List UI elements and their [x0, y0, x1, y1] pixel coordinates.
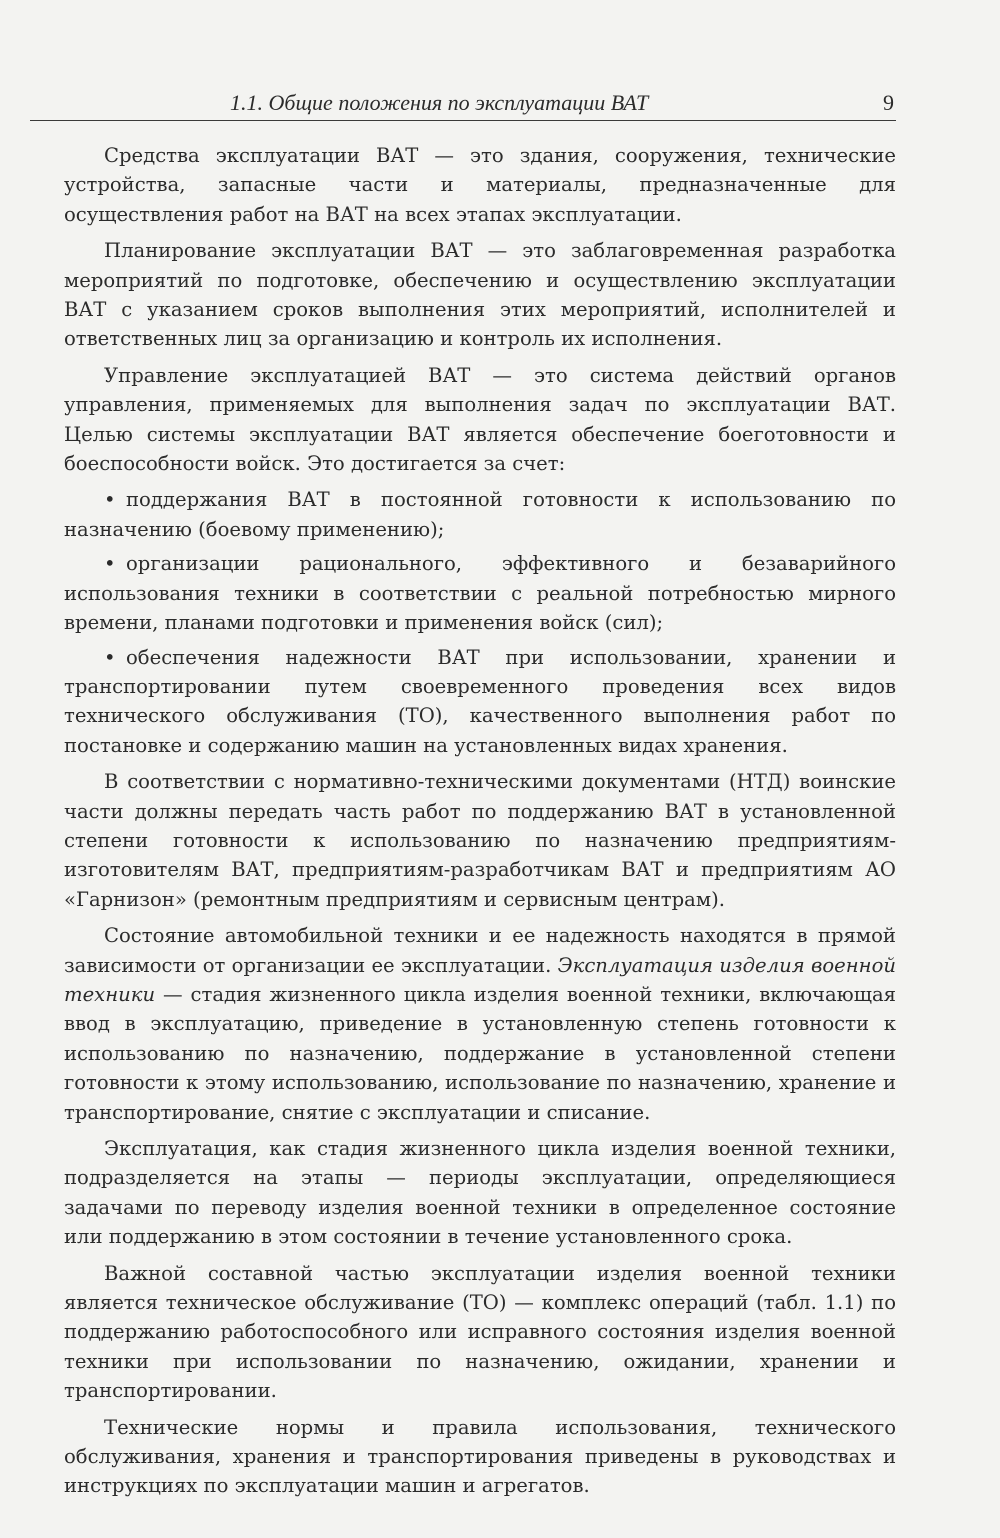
paragraph-operation-stages: Эксплуатация, как стадия жизненного цикла изделия военной техники, подразделяется на этапы — периоды эксплуатации, определяющиеся задачами по переводу изделия военной техники в определенное состояние или поддержанию в этом состоянии в течение установленного срока. [64, 1137, 896, 1249]
paragraph-operation-planning: Планирование эксплуатации ВАТ — это заблаговременная разработка мероприятий по подготовке, обеспечению и осуществлению эксплуатации ВАТ с указанием сроков выполнения этих мероприятий, исполнителей и ответственных лиц за организацию и контроль их исполнения. [64, 239, 896, 351]
list-item [64, 549, 896, 637]
list-item-text: обеспечения надежности ВАТ при использовании, хранении и транспортировании путем своевременного проведения всех видов технического обслуживания (ТО), качественного выполнения работ по постановке и содержанию машин на установленных видах хранения. [64, 645, 896, 757]
page-content [30, 88, 896, 1508]
list-item-text: поддержания ВАТ в постоянной готовности к использованию по назначению (боевому применению); [64, 488, 896, 541]
bullet-list [64, 485, 896, 760]
page-number: 9 [883, 90, 894, 115]
paragraph-operation-means: Средства эксплуатации ВАТ — это здания, сооружения, технические устройства, запасные части и материалы, предназначенные для осуществления работ на ВАТ на всех этапах эксплуатации. [64, 144, 896, 226]
bullet-icon: • [104, 552, 116, 576]
paragraph-operation-management: Управление эксплуатацией ВАТ — это система действий органов управления, применяемых для выполнения задач по эксплуатации ВАТ. Целью системы эксплуатации ВАТ является обеспечение боеготовности и боеспособности войск. Это достигается за счет: [64, 363, 896, 476]
paragraph-operation-definition [64, 921, 896, 1127]
bullet-icon: • [104, 645, 116, 669]
running-header [30, 88, 896, 121]
paragraph-text-start: Состояние автомобильной техники и ее надежность находятся в прямой зависимости от организации ее эксплуатации. [64, 924, 896, 977]
list-item [64, 485, 896, 544]
paragraph-text-end: — стадия жизненного цикла изделия военной техники, включающая ввод в эксплуатацию, приведение в установленную степень готовности к использованию по назначению, поддержание в установленной степени готовности к этому использованию, использование по назначению, хранение и транспортирование, снятие с эксплуатации и списание. [64, 982, 896, 1124]
list-item-text: организации рационального, эффективного и безаварийного использования техники в соответствии с реальной потребностью мирного времени, планами подготовки и применения войск (сил); [64, 552, 896, 635]
paragraph-technical-norms: Технические нормы и правила использования, технического обслуживания, хранения и транспортирования приведены в руководствах и инструкциях по эксплуатации машин и агрегатов. [64, 1415, 896, 1498]
body-text [30, 121, 896, 1501]
defined-term: Эксплуатация изделия военной техники [64, 953, 896, 1006]
paragraph-maintenance: Важной составной частью эксплуатации изделия военной техники является техническое обслуживание (ТО) — комплекс операций (табл. 1.1) по поддержанию работоспособного или исправного состояния изделия военной техники при использовании по назначению, ожидании, хранении и транспортировании. [64, 1261, 896, 1403]
bullet-icon: • [104, 488, 116, 512]
list-item [64, 643, 896, 761]
paragraph-ntd: В соответствии с нормативно-техническими документами (НТД) воинские части должны передать часть работ по поддержанию ВАТ в установленной степени готовности к использованию по назначению предприятиям-изготовителям ВАТ, предприятиям-разработчикам ВАТ и предприятиям АО «Гарнизон» (ремонтным предприятиям и сервисным центрам). [64, 770, 896, 911]
section-title: 1.1. Общие положения по эксплуатации ВАТ [230, 90, 649, 115]
